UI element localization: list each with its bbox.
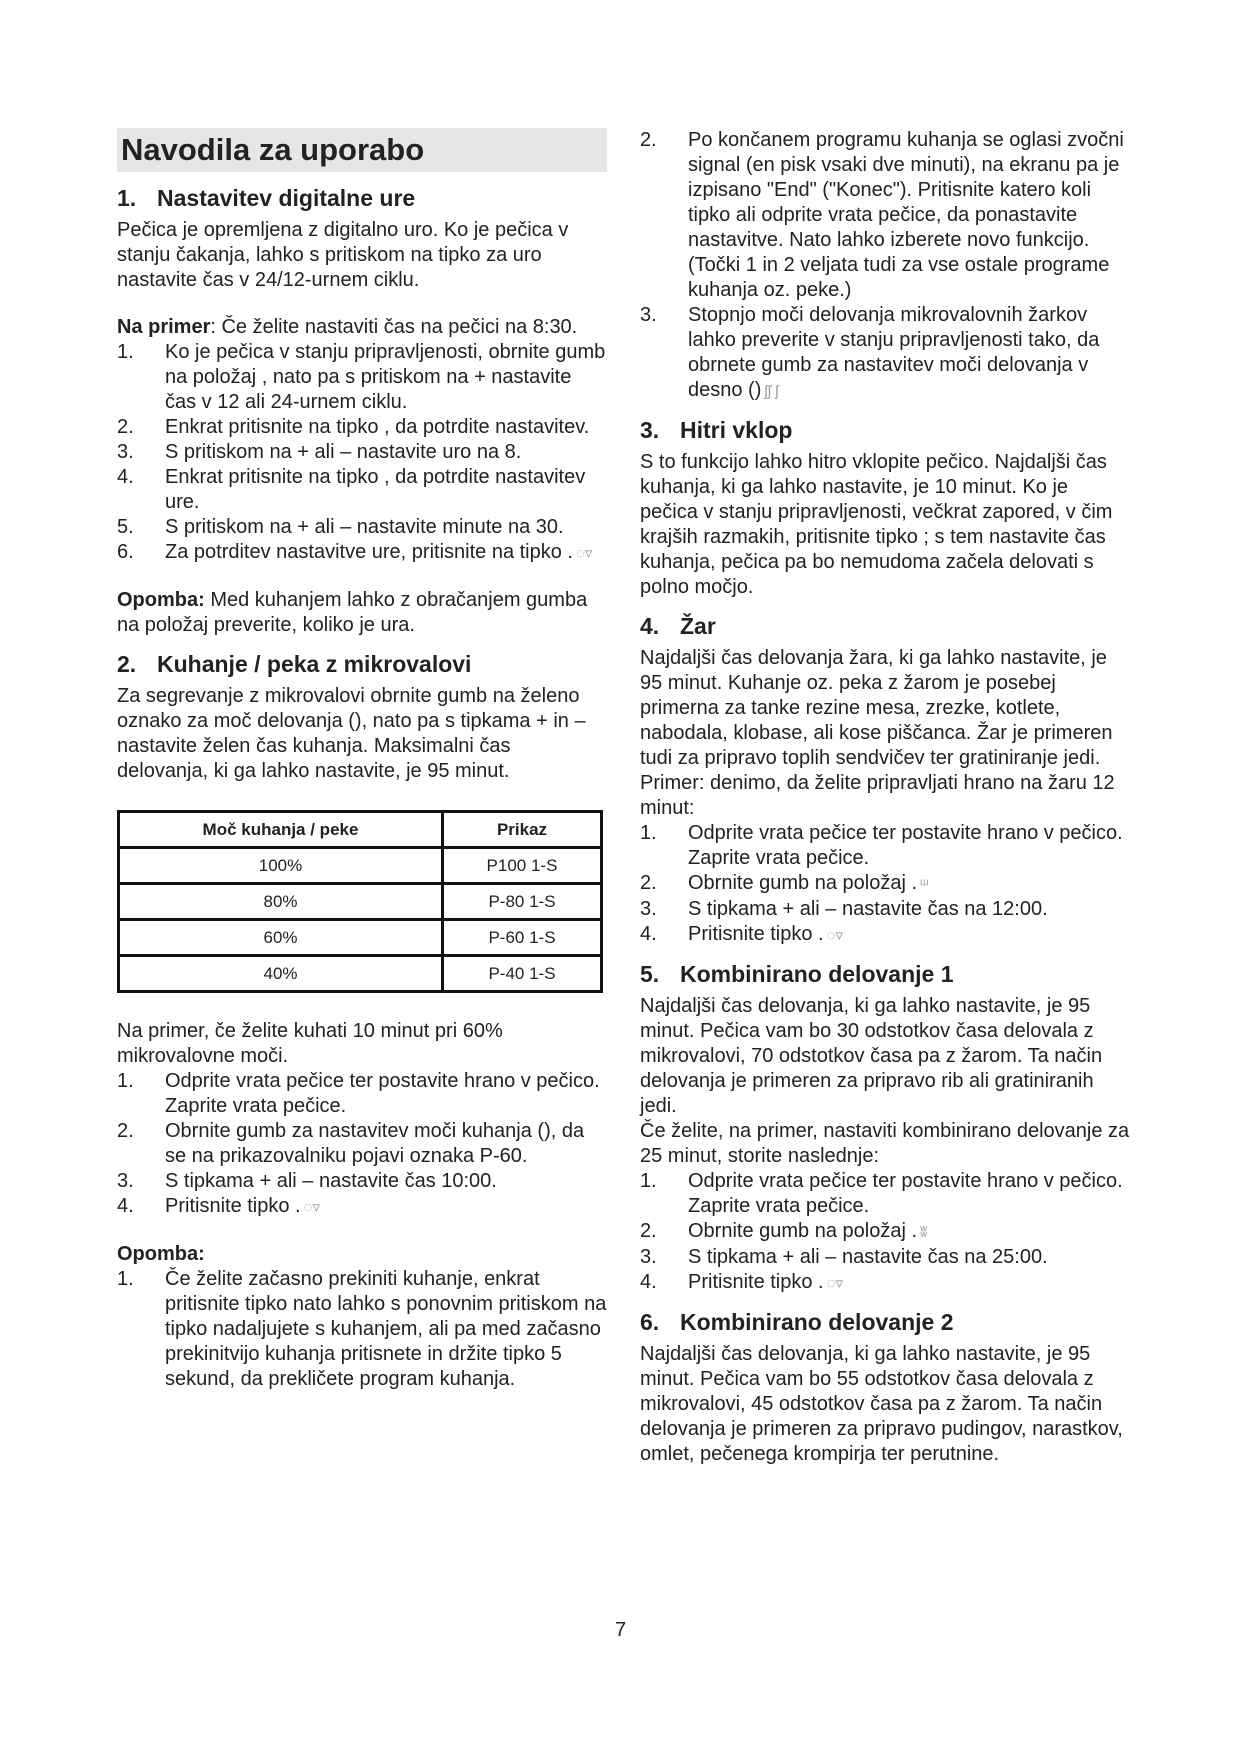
- section-2-steps: [117, 1069, 607, 1220]
- table-header: Prikaz: [443, 812, 602, 848]
- page-title: Navodila za uporabo: [117, 128, 607, 172]
- section-4-steps: [640, 821, 1130, 948]
- table-cell: 100%: [119, 848, 443, 884]
- table-cell: P-40 1-S: [443, 956, 602, 992]
- right-column: [640, 128, 1130, 1467]
- list-item: 2. Obrnite gumb na položaj . ʬ: [640, 1219, 1130, 1245]
- section-6-heading: 6. Kombinirano delovanje 2: [640, 1309, 954, 1335]
- section-2-heading: 2. Kuhanje / peka z mikrovalovi: [117, 651, 472, 677]
- list-item: 4. Pritisnite tipko . ◌▿: [640, 1270, 1130, 1296]
- power-table: [117, 810, 603, 993]
- list-item: 2. Po končanem programu kuhanja se oglasi zvočni signal (en pisk vsaki dve minuti), na ekranu pa je izpisano "End" ("Konec"). Pritisnite katero koli tipko ali odprite vrata pečice, da ponastavite nastavitve. Nato lahko izberete novo funkcijo. (Točki 1 in 2 veljata tudi za vse ostale programe kuhanja oz. peke.): [640, 129, 1124, 301]
- list-item: 1. Odprite vrata pečice ter postavite hrano v pečico. Zaprite vrata pečice.: [640, 1170, 1123, 1217]
- microwave-power-icon: ʃʃ ʃ: [764, 383, 779, 400]
- table-cell: 60%: [119, 920, 443, 956]
- table-header: Moč kuhanja / peke: [119, 812, 443, 848]
- section-3-heading: 3. Hitri vklop: [640, 417, 793, 443]
- table-cell: P100 1-S: [443, 848, 602, 884]
- list-item: 1. Če želite začasno prekiniti kuhanje, enkrat pritisnite tipko nato lahko s ponovnim pritiskom na tipko nadaljujete s kuhanjem, ali pa med začasno prekinitvijo kuhanja pritisnete in držite tipko 5 sekund, da prekličete program kuhanja.: [117, 1268, 607, 1390]
- table-row: [119, 956, 602, 992]
- section-5-steps: [640, 1169, 1130, 1296]
- table-cell: 80%: [119, 884, 443, 920]
- start-button-icon: ◌▿: [575, 545, 593, 562]
- grill-icon: ᵚ: [920, 876, 929, 893]
- section-3-text: S to funkcijo lahko hitro vklopite pečico. Najdaljši čas kuhanja, ki ga lahko nastavite, je 10 minut. Ko je pečica v stanju pripravljenosti, večkrat zapored, v čim krajših razmakih, pritisnite tipko ; s tem nastavite čas kuhanja, pečica pa bo nemudoma začela delovati s polno močjo.: [640, 451, 1113, 598]
- list-item: 1. Odprite vrata pečice ter postavite hrano v pečico. Zaprite vrata pečice.: [117, 1070, 600, 1117]
- table-row: [119, 848, 602, 884]
- section-1-heading: 1. Nastavitev digitalne ure: [117, 185, 416, 211]
- section-1-note: Opomba: Med kuhanjem lahko z obračanjem gumba na položaj preverite, koliko je ura.: [117, 589, 588, 636]
- table-row: [119, 884, 602, 920]
- list-item: 4. Pritisnite tipko . ◌▿: [640, 922, 1130, 948]
- list-item: 3. Stopnjo moči delovanja mikrovalovnih žarkov lahko preverite v stanju pripravljenosti tako, da obrnete gumb za nastavitev moči delovanja v desno () ʃʃ ʃ: [640, 303, 1130, 404]
- section-4-text: Najdaljši čas delovanja žara, ki ga lahko nastavite, je 95 minut. Kuhanje oz. peka z žarom je posebej primerna za tanke rezine mesa, zrezke, kotlete, nabodala, klobase, ali kose piščanca. Žar je primeren tudi za pripravo toplih sendvičev ter gratiniranje jedi.: [640, 647, 1113, 769]
- section-2-intro: Za segrevanje z mikrovalovi obrnite gumb na želeno oznako za moč delovanja (), nato pa s tipkama + in – nastavite želen čas kuhanja. Maksimalni čas delovanja, ki ga lahko nastavite, je 95 minut.: [117, 685, 586, 782]
- list-item: 4. Pritisnite tipko . ◌▿: [117, 1194, 607, 1220]
- list-item: 3. S tipkama + ali – nastavite čas na 25:00.: [640, 1246, 1048, 1268]
- table-row: [119, 920, 602, 956]
- table-cell: P-80 1-S: [443, 884, 602, 920]
- list-item: 3. S tipkama + ali – nastavite čas 10:00.: [117, 1170, 497, 1192]
- list-item: 5. S pritiskom na + ali – nastavite minute na 30.: [117, 516, 564, 538]
- list-item: 2. Enkrat pritisnite na tipko , da potrdite nastavitev.: [117, 416, 590, 438]
- section-1-intro: Pečica je opremljena z digitalno uro. Ko je pečica v stanju čakanja, lahko s pritiskom na tipko za uro nastavite čas v 24/12-urnem ciklu.: [117, 219, 569, 291]
- list-item: 3. S tipkama + ali – nastavite čas na 12:00.: [640, 898, 1048, 920]
- list-item: 4. Enkrat pritisnite na tipko , da potrdite nastavitev ure.: [117, 466, 586, 513]
- section-5-heading: 5. Kombinirano delovanje 1: [640, 961, 954, 987]
- start-button-icon: ◌▿: [826, 1275, 844, 1292]
- combi-icon: ʬ: [920, 1224, 928, 1241]
- list-item: 3. S pritiskom na + ali – nastavite uro na 8.: [117, 441, 522, 463]
- section-4-example: Primer: denimo, da želite pripravljati hrano na žaru 12 minut:: [640, 772, 1115, 819]
- start-button-icon: ◌▿: [303, 1199, 321, 1216]
- section-5-text: Najdaljši čas delovanja, ki ga lahko nastavite, je 95 minut. Pečica vam bo 30 odstotkov časa delovala z mikrovalovi, 70 odstotkov časa pa z žarom. Ta način delovanja je primeren za pripravo rib ali gratiniranih jedi.: [640, 995, 1103, 1117]
- section-4-heading: 4. Žar: [640, 613, 716, 639]
- section-2-note-steps: [117, 1267, 607, 1392]
- section-2-note-label: Opomba:: [117, 1243, 205, 1265]
- list-item: 1. Odprite vrata pečice ter postavite hrano v pečico. Zaprite vrata pečice.: [640, 822, 1123, 869]
- page-number: 7: [614, 1619, 627, 1641]
- list-item: 6. Za potrditev nastavitve ure, pritisnite na tipko . ◌▿: [117, 540, 607, 566]
- section-5-example: Če želite, na primer, nastaviti kombinirano delovanje za 25 minut, storite naslednje:: [640, 1120, 1130, 1167]
- left-column: [117, 128, 607, 1392]
- section-1-steps: [117, 340, 607, 566]
- list-item: 2. Obrnite gumb na položaj . ᵚ: [640, 871, 1130, 897]
- right-top-steps: [640, 128, 1130, 404]
- section-6-text: Najdaljši čas delovanja, ki ga lahko nastavite, je 95 minut. Pečica vam bo 55 odstotkov časa delovala z mikrovalovi, 45 odstotkov časa pa z žarom. Ta način delovanja je primeren za pripravo pudingov, narastkov, omlet, pečenega krompirja ter perutnine.: [640, 1343, 1123, 1465]
- list-item: 2. Obrnite gumb za nastavitev moči kuhanja (), da se na prikazovalniku pojavi oznaka P-60.: [117, 1120, 585, 1167]
- table-cell: P-60 1-S: [443, 920, 602, 956]
- list-item: 1. Ko je pečica v stanju pripravljenosti, obrnite gumb na položaj , nato pa s pritiskom na + nastavite čas v 12 ali 24-urnem ciklu.: [117, 341, 606, 413]
- start-button-icon: ◌▿: [826, 927, 844, 944]
- section-2-example: Na primer, če želite kuhati 10 minut pri 60% mikrovalovne moči.: [117, 1020, 503, 1067]
- table-cell: 40%: [119, 956, 443, 992]
- section-1-example: Na primer: Če želite nastaviti čas na pečici na 8:30.: [117, 316, 578, 338]
